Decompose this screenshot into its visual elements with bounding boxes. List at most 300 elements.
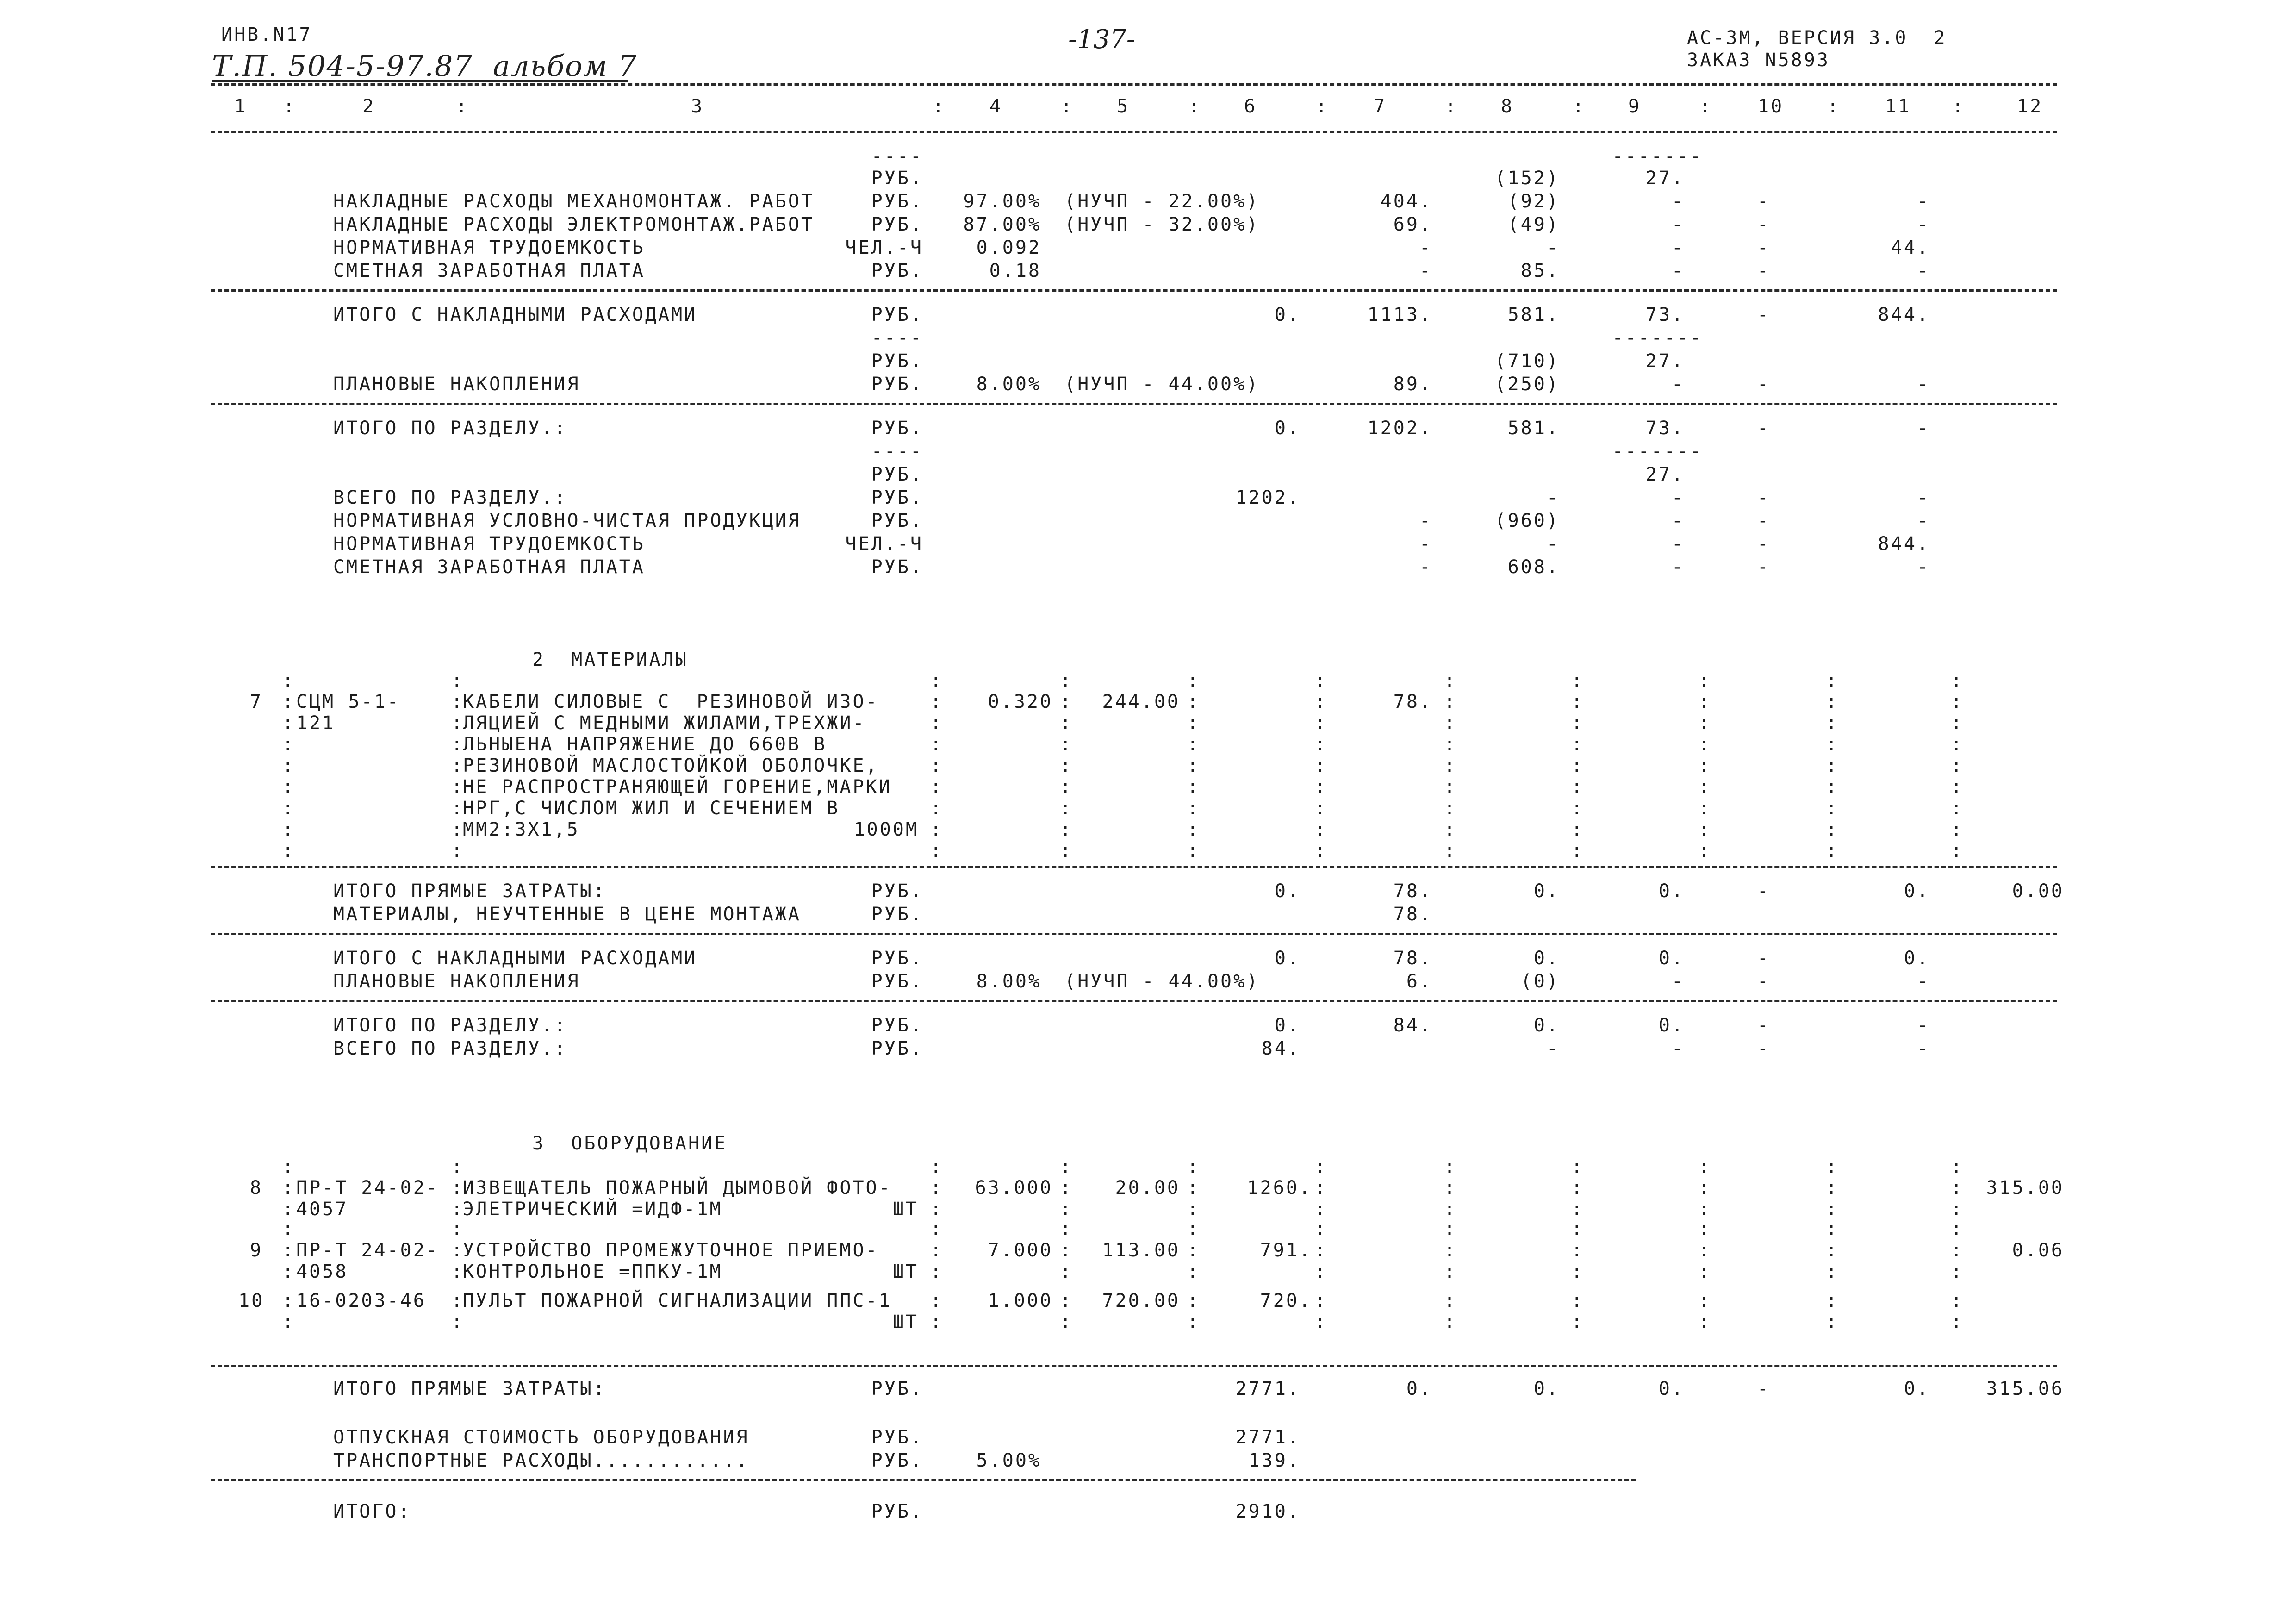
col5-value: (НУЧП - 22.00%): [1064, 191, 1260, 212]
column-separator: :: [1444, 776, 1457, 798]
column-separator: :: [1699, 840, 1712, 862]
column-separator: :: [1187, 1261, 1201, 1282]
col8-value: -: [1546, 237, 1560, 258]
column-separator: :: [1951, 734, 1964, 755]
column-separator: :: [1571, 798, 1585, 819]
col9-value: 0.: [1658, 1015, 1685, 1036]
column-separator: :: [1060, 1261, 1073, 1282]
row-label: ИТОГО С НАКЛАДНЫМИ РАСХОДАМИ: [333, 304, 697, 325]
col6-value: 720.: [1260, 1290, 1312, 1312]
column-separator: :: [1060, 734, 1073, 755]
column-separator: :: [1314, 840, 1328, 862]
column-separator: :: [930, 1261, 944, 1282]
column-separator: :: [933, 96, 946, 117]
column-separator: :: [1060, 1199, 1073, 1220]
col8-value: -: [1546, 487, 1560, 508]
column-separator: :: [1699, 755, 1712, 776]
col10-value: -: [1757, 971, 1770, 992]
column-separator: :: [1571, 712, 1585, 734]
col4-value: 87.00%: [963, 214, 1041, 235]
column-separator: :: [1187, 1218, 1201, 1240]
col6-value: 139.: [1248, 1450, 1300, 1471]
col8-value: -: [1546, 1038, 1560, 1059]
dashed-rule: [211, 1365, 2057, 1367]
column-separator: :: [1699, 776, 1712, 798]
column-separator: :: [282, 819, 296, 840]
column-separator: :: [1060, 755, 1073, 776]
col11-value: 844.: [1878, 304, 1930, 325]
col10-value: -: [1757, 214, 1770, 235]
column-separator: :: [1445, 96, 1458, 117]
col4-value: 0.092: [976, 237, 1041, 258]
col8-value: (49): [1507, 214, 1560, 235]
row-unit: РУБ.: [871, 510, 923, 531]
item-number: 8: [250, 1177, 263, 1199]
col6-value: 1260.: [1247, 1177, 1312, 1199]
row-unit: РУБ.: [871, 260, 923, 281]
row-unit: РУБ.: [871, 191, 923, 212]
column-separator: :: [1826, 840, 1839, 862]
column-separator: :: [1188, 96, 1202, 117]
dashed-rule: [211, 1479, 1636, 1481]
program-version: АС-3М, ВЕРСИЯ 3.0 2: [1687, 27, 1947, 49]
column-separator: :: [1826, 1312, 1839, 1333]
column-separator: :: [1187, 819, 1201, 840]
row-label: ТРАНСПОРТНЫЕ РАСХОДЫ............: [333, 1450, 749, 1471]
col10-value: -: [1757, 191, 1770, 212]
row-unit: РУБ.: [871, 1501, 923, 1522]
col6-value: 0.: [1274, 1015, 1300, 1036]
column-separator: :: [451, 755, 465, 776]
column-separator: :: [1951, 1199, 1964, 1220]
column-number-3: 3: [691, 96, 704, 117]
column-separator: :: [282, 1177, 296, 1199]
col9-value: 0.: [1658, 881, 1685, 902]
row-unit: РУБ.: [871, 464, 923, 485]
item-description: ММ2:3Х1,5: [463, 819, 580, 840]
row-label: ИТОГО:: [333, 1501, 411, 1522]
item-price: 720.00: [1102, 1290, 1180, 1312]
col7-value: -: [1419, 237, 1432, 258]
col5-value: (НУЧП - 44.00%): [1064, 971, 1260, 992]
col8-value: (92): [1507, 191, 1560, 212]
column-separator: :: [451, 776, 465, 798]
column-separator: :: [930, 691, 944, 712]
column-separator: :: [282, 776, 296, 798]
item-quantity: 0.320: [988, 691, 1053, 712]
col7-value: 1202.: [1367, 418, 1432, 439]
row-unit: РУБ.: [871, 1015, 923, 1036]
dashed-rule: [211, 933, 2057, 935]
column-separator: :: [1187, 840, 1201, 862]
column-separator: :: [1314, 1199, 1328, 1220]
col9-value: -: [1671, 214, 1685, 235]
item-description: УСТРОЙСТВО ПРОМЕЖУТОЧНОЕ ПРИЕМО-: [463, 1240, 879, 1261]
row-label: НОРМАТИВНАЯ ТРУДОЕМКОСТЬ: [333, 237, 645, 258]
col6-value: 0.: [1274, 881, 1300, 902]
column-number-12: 12: [2017, 96, 2043, 117]
column-separator: :: [1571, 1218, 1585, 1240]
item-quantity: 1.000: [988, 1290, 1053, 1312]
row-label: СМЕТНАЯ ЗАРАБОТНАЯ ПЛАТА: [333, 556, 645, 578]
column-separator: :: [1571, 1199, 1585, 1220]
col11-value: -: [1916, 1015, 1930, 1036]
col7-value: 404.: [1380, 191, 1432, 212]
item-code: СЦМ 5-1-: [296, 691, 400, 712]
unit-subrule: ----: [871, 327, 923, 349]
col7-value: 78.: [1393, 904, 1432, 925]
col10-value: -: [1757, 1378, 1770, 1399]
col7-value: 89.: [1393, 374, 1432, 395]
col12-value: 315.06: [1986, 1378, 2064, 1399]
column-separator: :: [451, 1290, 465, 1312]
column-separator: :: [1826, 1240, 1839, 1261]
column-separator: :: [451, 819, 465, 840]
item-description: РЕЗИНОВОЙ МАСЛОСТОЙКОЙ ОБОЛОЧКЕ,: [463, 755, 879, 776]
column-separator: :: [1187, 1312, 1201, 1333]
column-separator: :: [1826, 776, 1839, 798]
column-separator: :: [930, 1290, 944, 1312]
column-number-11: 11: [1885, 96, 1911, 117]
unit-subrule: ----: [871, 441, 923, 462]
column-separator: :: [1314, 712, 1328, 734]
column-separator: :: [1951, 1240, 1964, 1261]
column-separator: :: [1444, 734, 1457, 755]
column-separator: :: [283, 96, 297, 117]
column-separator: :: [451, 712, 465, 734]
item-number: 7: [250, 691, 263, 712]
col10-value: -: [1757, 556, 1770, 578]
row-unit: РУБ.: [871, 418, 923, 439]
column-separator: :: [1951, 712, 1964, 734]
column-separator: :: [282, 1156, 296, 1177]
item-number: 10: [238, 1290, 265, 1312]
col9-value: -: [1671, 487, 1685, 508]
row-unit: РУБ.: [871, 350, 923, 372]
section-title-materials: 2 МАТЕРИАЛЫ: [532, 649, 688, 670]
column-separator: :: [930, 1156, 944, 1177]
column-separator: :: [1314, 1312, 1328, 1333]
row-unit: РУБ.: [871, 168, 923, 189]
item-description: НРГ,С ЧИСЛОМ ЖИЛ И СЕЧЕНИЕМ В: [463, 798, 840, 819]
column-separator: :: [930, 734, 944, 755]
column-separator: :: [1826, 1290, 1839, 1312]
column-separator: :: [282, 691, 296, 712]
column-separator: :: [1060, 670, 1073, 691]
column-separator: :: [1314, 734, 1328, 755]
row-label: ВСЕГО ПО РАЗДЕЛУ.:: [333, 487, 567, 508]
column-separator: :: [1187, 734, 1201, 755]
item-description: КОНТРОЛЬНОЕ =ППКУ-1М: [463, 1261, 723, 1282]
item-description: ЭЛЕТРИЧЕСКИЙ =ИДФ-1М: [463, 1199, 723, 1220]
col7-value: 78.: [1393, 948, 1432, 969]
column-separator: :: [282, 670, 296, 691]
column-number-6: 6: [1244, 96, 1257, 117]
row-unit: РУБ.: [871, 304, 923, 325]
column-separator: :: [1060, 819, 1073, 840]
column-separator: :: [451, 1218, 465, 1240]
col9-subrule: -------: [1612, 327, 1703, 349]
inventory-number: ИНВ.N17: [221, 24, 312, 45]
column-separator: :: [1187, 1240, 1201, 1261]
col11-value: -: [1916, 1038, 1930, 1059]
col10-value: -: [1757, 948, 1770, 969]
column-separator: :: [1444, 1290, 1457, 1312]
column-separator: :: [1826, 1199, 1839, 1220]
col10-value: -: [1757, 374, 1770, 395]
column-separator: :: [282, 1218, 296, 1240]
row-label: ОТПУСКНАЯ СТОИМОСТЬ ОБОРУДОВАНИЯ: [333, 1427, 749, 1448]
column-separator: :: [1699, 1177, 1712, 1199]
col10-value: -: [1757, 487, 1770, 508]
col11-value: -: [1916, 510, 1930, 531]
col11-value: -: [1916, 556, 1930, 578]
column-separator: :: [1699, 819, 1712, 840]
column-separator: :: [1060, 776, 1073, 798]
item-code: 4058: [296, 1261, 348, 1282]
col10-value: -: [1757, 304, 1770, 325]
item-description: НЕ РАСПРОСТРАНЯЮЩЕЙ ГОРЕНИЕ,МАРКИ: [463, 776, 892, 798]
column-separator: :: [1314, 819, 1328, 840]
col4-value: 0.18: [989, 260, 1041, 281]
column-separator: :: [451, 734, 465, 755]
column-number-8: 8: [1501, 96, 1514, 117]
dashed-rule: [211, 403, 2057, 405]
column-separator: :: [1699, 96, 1713, 117]
col11-value: -: [1916, 214, 1930, 235]
row-unit: РУБ.: [871, 948, 923, 969]
col7-value: -: [1419, 510, 1432, 531]
row-unit: РУБ.: [871, 1038, 923, 1059]
column-separator: :: [1571, 1290, 1585, 1312]
col9-value: -: [1671, 260, 1685, 281]
col7-value: -: [1419, 533, 1432, 555]
column-separator: :: [1571, 1177, 1585, 1199]
column-separator: :: [1314, 1177, 1328, 1199]
column-separator: :: [451, 691, 465, 712]
page-number: -137-: [1068, 25, 1135, 55]
top-rule: [211, 83, 2057, 86]
column-separator: :: [1827, 96, 1841, 117]
col12-value: 315.00: [1986, 1177, 2064, 1199]
column-separator: :: [1444, 691, 1457, 712]
col8-value: 0.: [1533, 1015, 1560, 1036]
column-separator: :: [1699, 1218, 1712, 1240]
row-label: НАКЛАДНЫЕ РАСХОДЫ ЭЛЕКТРОМОНТАЖ.РАБОТ: [333, 214, 815, 235]
item-description: ЛЯЦИЕЙ С МЕДНЫМИ ЖИЛАМИ,ТРЕХЖИ-: [463, 712, 866, 734]
row-label: ИТОГО С НАКЛАДНЫМИ РАСХОДАМИ: [333, 948, 697, 969]
column-separator: :: [1187, 1156, 1201, 1177]
col6-value: 2771.: [1235, 1378, 1300, 1399]
item-unit: ШТ: [892, 1199, 919, 1220]
item-unit: ШТ: [892, 1261, 919, 1282]
column-separator: :: [282, 1240, 296, 1261]
col4-value: 8.00%: [976, 374, 1041, 395]
column-separator: :: [1699, 1290, 1712, 1312]
column-separator: :: [1826, 819, 1839, 840]
column-separator: :: [930, 1240, 944, 1261]
column-separator: :: [1951, 840, 1964, 862]
column-separator: :: [1951, 1290, 1964, 1312]
row-label: СМЕТНАЯ ЗАРАБОТНАЯ ПЛАТА: [333, 260, 645, 281]
column-separator: :: [1444, 819, 1457, 840]
column-separator: :: [1826, 1177, 1839, 1199]
col11-value: 844.: [1878, 533, 1930, 555]
column-separator: :: [930, 755, 944, 776]
column-separator: :: [282, 840, 296, 862]
column-separator: :: [1826, 755, 1839, 776]
col12-value: 0.06: [2012, 1240, 2064, 1261]
row-unit: ЧЕЛ.-Ч: [845, 237, 923, 258]
col6-value: 2910.: [1235, 1501, 1300, 1522]
col9-value: -: [1671, 374, 1685, 395]
dashed-rule: [211, 866, 2057, 868]
column-separator: :: [930, 798, 944, 819]
column-separator: :: [1951, 1177, 1964, 1199]
column-separator: :: [1060, 1177, 1073, 1199]
column-separator: :: [1699, 1261, 1712, 1282]
column-separator: :: [282, 1290, 296, 1312]
column-separator: :: [1444, 840, 1457, 862]
order-number: ЗАКАЗ N5893: [1687, 50, 1830, 71]
col10-value: -: [1757, 1015, 1770, 1036]
row-label: ВСЕГО ПО РАЗДЕЛУ.:: [333, 1038, 567, 1059]
col8-value: -: [1546, 533, 1560, 555]
col9-value: 27.: [1645, 350, 1685, 372]
column-separator: :: [1826, 691, 1839, 712]
row-label: ИТОГО ПО РАЗДЕЛУ.:: [333, 418, 567, 439]
col6-value: 0.: [1274, 948, 1300, 969]
row-unit: ЧЕЛ.-Ч: [845, 533, 923, 555]
column-separator: :: [1314, 755, 1328, 776]
column-separator: :: [930, 1177, 944, 1199]
col10-value: -: [1757, 881, 1770, 902]
row-unit: РУБ.: [871, 374, 923, 395]
column-separator: :: [1444, 712, 1457, 734]
row-label: НОРМАТИВНАЯ ТРУДОЕМКОСТЬ: [333, 533, 645, 555]
col11-value: -: [1916, 418, 1930, 439]
row-unit: РУБ.: [871, 214, 923, 235]
column-separator: :: [1444, 1218, 1457, 1240]
col7-value: 0.: [1406, 1378, 1432, 1399]
item-description: КАБЕЛИ СИЛОВЫЕ С РЕЗИНОВОЙ ИЗО-: [463, 691, 879, 712]
column-separator: :: [1571, 734, 1585, 755]
column-separator: :: [1314, 1290, 1328, 1312]
row-unit: РУБ.: [871, 556, 923, 578]
column-separator: :: [1951, 798, 1964, 819]
column-separator: :: [1444, 670, 1457, 691]
column-separator: :: [1699, 670, 1712, 691]
column-separator: :: [1951, 755, 1964, 776]
col7-value: -: [1419, 556, 1432, 578]
column-separator: :: [1951, 1156, 1964, 1177]
col11-value: -: [1916, 260, 1930, 281]
column-number-2: 2: [362, 96, 376, 117]
column-separator: :: [1571, 1240, 1585, 1261]
column-separator: :: [1060, 1312, 1073, 1333]
col11-value: -: [1916, 487, 1930, 508]
column-separator: :: [1699, 1240, 1712, 1261]
column-separator: :: [282, 734, 296, 755]
row-unit: РУБ.: [871, 1378, 923, 1399]
col8-value: (960): [1494, 510, 1560, 531]
col11-value: 0.: [1904, 948, 1930, 969]
column-separator: :: [1444, 798, 1457, 819]
handwritten-project-code: Т.П. 504-5-97.87 альбом 7: [212, 49, 638, 83]
column-number-10: 10: [1758, 96, 1784, 117]
col8-value: (0): [1520, 971, 1560, 992]
header-bottom-rule: [211, 131, 2057, 133]
row-label: ПЛАНОВЫЕ НАКОПЛЕНИЯ: [333, 374, 580, 395]
column-separator: :: [930, 1218, 944, 1240]
column-separator: :: [1187, 798, 1201, 819]
column-separator: :: [930, 840, 944, 862]
row-label: МАТЕРИАЛЫ, НЕУЧТЕННЫЕ В ЦЕНЕ МОНТАЖА: [333, 904, 801, 925]
column-separator: :: [1061, 96, 1074, 117]
row-label: ИТОГО ПО РАЗДЕЛУ.:: [333, 1015, 567, 1036]
column-separator: :: [1314, 1218, 1328, 1240]
column-separator: :: [1444, 1240, 1457, 1261]
column-separator: :: [282, 712, 296, 734]
col9-value: 27.: [1645, 168, 1685, 189]
column-separator: :: [1699, 1156, 1712, 1177]
col8-value: 608.: [1507, 556, 1560, 578]
section-title-equipment: 3 ОБОРУДОВАНИЕ: [532, 1133, 728, 1154]
item-number: 9: [250, 1240, 263, 1261]
row-unit: РУБ.: [871, 487, 923, 508]
col8-value: 0.: [1533, 948, 1560, 969]
col10-value: -: [1757, 418, 1770, 439]
column-separator: :: [1699, 712, 1712, 734]
row-label: НАКЛАДНЫЕ РАСХОДЫ МЕХАНОМОНТАЖ. РАБОТ: [333, 191, 815, 212]
column-separator: :: [930, 712, 944, 734]
item-unit: ШТ: [892, 1312, 919, 1333]
col10-value: -: [1757, 533, 1770, 555]
column-separator: :: [930, 819, 944, 840]
col6-value: 1202.: [1235, 487, 1300, 508]
item-code: ПР-Т 24-02-: [296, 1240, 439, 1261]
column-separator: :: [1571, 1261, 1585, 1282]
row-unit: РУБ.: [871, 971, 923, 992]
column-separator: :: [1571, 819, 1585, 840]
col4-value: 5.00%: [976, 1450, 1041, 1471]
column-separator: :: [1951, 691, 1964, 712]
column-separator: :: [1187, 1177, 1201, 1199]
item-code: 4057: [296, 1199, 348, 1220]
col7-value: 84.: [1393, 1015, 1432, 1036]
handwritten-underline: [212, 79, 628, 83]
column-separator: :: [1571, 1312, 1585, 1333]
col7-value: 78.: [1393, 881, 1432, 902]
column-separator: :: [1314, 691, 1328, 712]
item-code: 121: [296, 712, 336, 734]
column-separator: :: [1951, 1218, 1964, 1240]
row-unit: РУБ.: [871, 1427, 923, 1448]
column-separator: :: [1699, 1199, 1712, 1220]
item-quantity: 63.000: [975, 1177, 1053, 1199]
col7-value: 69.: [1393, 214, 1432, 235]
column-separator: :: [1060, 798, 1073, 819]
column-separator: :: [1951, 776, 1964, 798]
row-label: ИТОГО ПРЯМЫЕ ЗАТРАТЫ:: [333, 881, 606, 902]
item-quantity: 7.000: [988, 1240, 1053, 1261]
col9-value: -: [1671, 191, 1685, 212]
column-separator: :: [451, 840, 465, 862]
column-separator: :: [1571, 840, 1585, 862]
col9-subrule: -------: [1612, 441, 1703, 462]
col10-value: -: [1757, 510, 1770, 531]
column-separator: :: [1571, 776, 1585, 798]
